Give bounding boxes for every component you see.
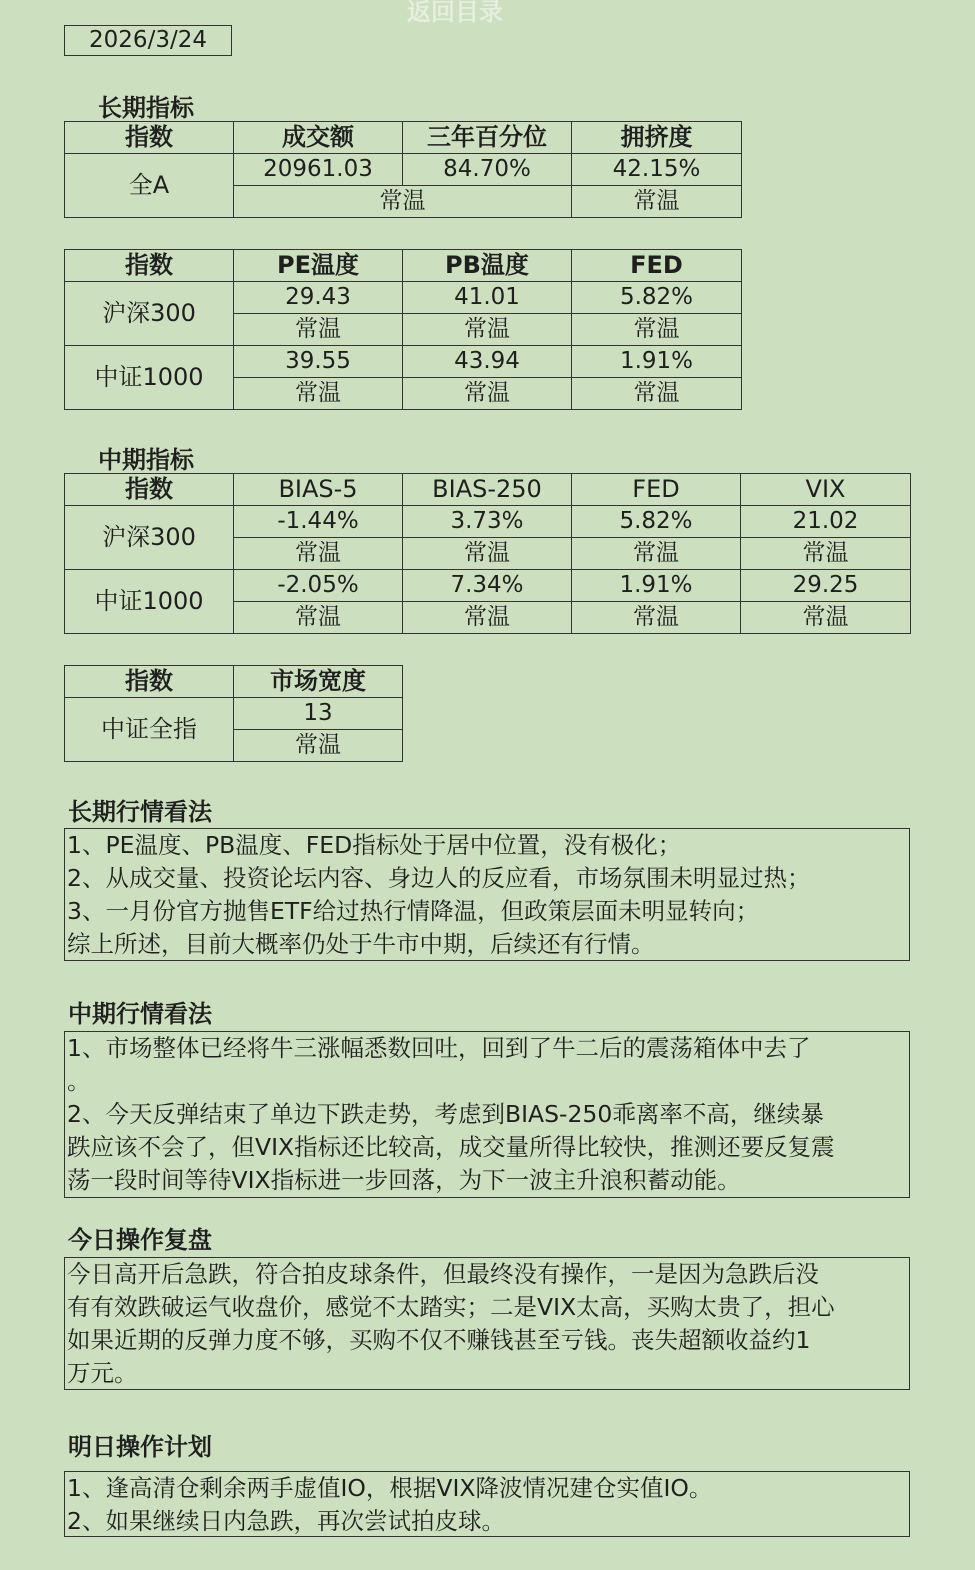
text-line: 1、逢高清仓剩余两手虚值IO，根据VIX降波情况建仓实值IO。 (67, 1474, 713, 1502)
text-line: 万元。 (67, 1359, 138, 1387)
text-line: 2、从成交量、投资论坛内容、身边人的反应看，市场氛围未明显过热； (67, 864, 811, 892)
value-cell: 43.94 (403, 346, 572, 378)
temperature-cell: 常温 (234, 186, 572, 218)
header-cell: 成交额 (234, 122, 403, 154)
table-header-row (65, 250, 742, 282)
review-title: 今日操作复盘 (68, 1226, 212, 1254)
table-row (65, 282, 742, 314)
date-box: 2026/3/24 (64, 25, 232, 56)
review-box (64, 1257, 910, 1390)
long-term-title: 长期指标 (98, 94, 194, 122)
index-cell: 全A (65, 154, 234, 218)
long-view-box (64, 828, 910, 961)
index-cell: 中证1000 (65, 570, 234, 634)
header-cell: PE温度 (234, 250, 403, 282)
long-view-title: 长期行情看法 (68, 798, 212, 826)
turnover-cell: 20961.03 (234, 154, 403, 186)
table-row (65, 346, 742, 378)
index-cell: 中证全指 (65, 698, 234, 762)
mid-term-table (64, 473, 911, 634)
text-line: 有有效跌破运气收盘价，感觉不太踏实；二是VIX太高，买购太贵了，担心 (67, 1293, 835, 1321)
text-line: 今日高开后急跌，符合拍皮球条件，但最终没有操作，一是因为急跌后没 (67, 1260, 819, 1288)
header-cell: FED (572, 250, 742, 282)
text-line: 综上所述，目前大概率仍处于牛市中期，后续还有行情。 (67, 930, 655, 958)
back-to-contents-link[interactable]: 返回目录 (407, 0, 503, 26)
temperature-cell: 常温 (572, 602, 741, 634)
temperature-cell: 常温 (403, 378, 572, 410)
text-line: 。 (67, 1067, 91, 1095)
long-term-table-1 (64, 121, 742, 218)
mid-term-title: 中期指标 (98, 446, 194, 474)
value-cell: 29.43 (234, 282, 403, 314)
temperature-cell: 常温 (234, 602, 403, 634)
breadth-table (64, 665, 403, 762)
value-cell: 5.82% (572, 506, 741, 538)
plan-title: 明日操作计划 (68, 1433, 212, 1461)
header-cell: PB温度 (403, 250, 572, 282)
index-cell: 沪深300 (65, 282, 234, 346)
header-cell: 指数 (65, 122, 234, 154)
value-cell: -1.44% (234, 506, 403, 538)
temperature-cell: 常温 (572, 186, 742, 218)
header-cell: BIAS-5 (234, 474, 403, 506)
temperature-cell: 常温 (403, 314, 572, 346)
percentile-cell: 84.70% (403, 154, 572, 186)
text-line: 3、一月份官方抛售ETF给过热行情降温，但政策层面未明显转向； (67, 897, 760, 925)
header-cell: VIX (741, 474, 911, 506)
plan-box (64, 1471, 910, 1537)
crowding-cell: 42.15% (572, 154, 742, 186)
temperature-cell: 常温 (403, 538, 572, 570)
value-cell: 5.82% (572, 282, 742, 314)
temperature-cell: 常温 (741, 602, 911, 634)
header-cell: BIAS-250 (403, 474, 572, 506)
header-cell: FED (572, 474, 741, 506)
temperature-cell: 常温 (572, 314, 742, 346)
index-cell: 中证1000 (65, 346, 234, 410)
temperature-cell: 常温 (572, 538, 741, 570)
temperature-cell: 常温 (741, 538, 911, 570)
temperature-cell: 常温 (234, 538, 403, 570)
text-line: 荡一段时间等待VIX指标进一步回落，为下一波主升浪积蓄动能。 (67, 1166, 741, 1194)
temperature-cell: 常温 (234, 378, 403, 410)
text-line: 2、如果继续日内急跌，再次尝试拍皮球。 (67, 1507, 505, 1535)
temperature-cell: 常温 (403, 602, 572, 634)
value-cell: 7.34% (403, 570, 572, 602)
value-cell: 29.25 (741, 570, 911, 602)
header-cell: 指数 (65, 474, 234, 506)
text-line: 2、今天反弹结束了单边下跌走势，考虑到BIAS-250乖离率不高，继续暴 (67, 1100, 824, 1128)
table-row (65, 570, 911, 602)
header-cell: 拥挤度 (572, 122, 742, 154)
value-cell: 1.91% (572, 570, 741, 602)
index-cell: 沪深300 (65, 506, 234, 570)
value-cell: 41.01 (403, 282, 572, 314)
mid-view-title: 中期行情看法 (68, 1000, 212, 1028)
header-cell: 三年百分位 (403, 122, 572, 154)
header-cell: 指数 (65, 666, 234, 698)
text-line: 跌应该不会了，但VIX指标还比较高，成交量所得比较快，推测还要反复震 (67, 1133, 835, 1161)
mid-view-box (64, 1031, 910, 1198)
header-cell: 市场宽度 (234, 666, 403, 698)
header-cell: 指数 (65, 250, 234, 282)
table-row (65, 506, 911, 538)
table-row (65, 154, 742, 186)
text-line: 如果近期的反弹力度不够，买购不仅不赚钱甚至亏钱。丧失超额收益约1 (67, 1326, 811, 1354)
table-header-row (65, 122, 742, 154)
value-cell: 13 (234, 698, 403, 730)
value-cell: 1.91% (572, 346, 742, 378)
temperature-cell: 常温 (234, 314, 403, 346)
value-cell: -2.05% (234, 570, 403, 602)
value-cell: 21.02 (741, 506, 911, 538)
table-header-row (65, 474, 911, 506)
text-line: 1、市场整体已经将牛三涨幅悉数回吐，回到了牛二后的震荡箱体中去了 (67, 1034, 811, 1062)
text-line: 1、PE温度、PB温度、FED指标处于居中位置，没有极化； (67, 831, 682, 859)
temperature-cell: 常温 (572, 378, 742, 410)
table-header-row (65, 666, 403, 698)
value-cell: 39.55 (234, 346, 403, 378)
long-term-table-2 (64, 249, 742, 410)
value-cell: 3.73% (403, 506, 572, 538)
table-row (65, 698, 403, 730)
temperature-cell: 常温 (234, 730, 403, 762)
